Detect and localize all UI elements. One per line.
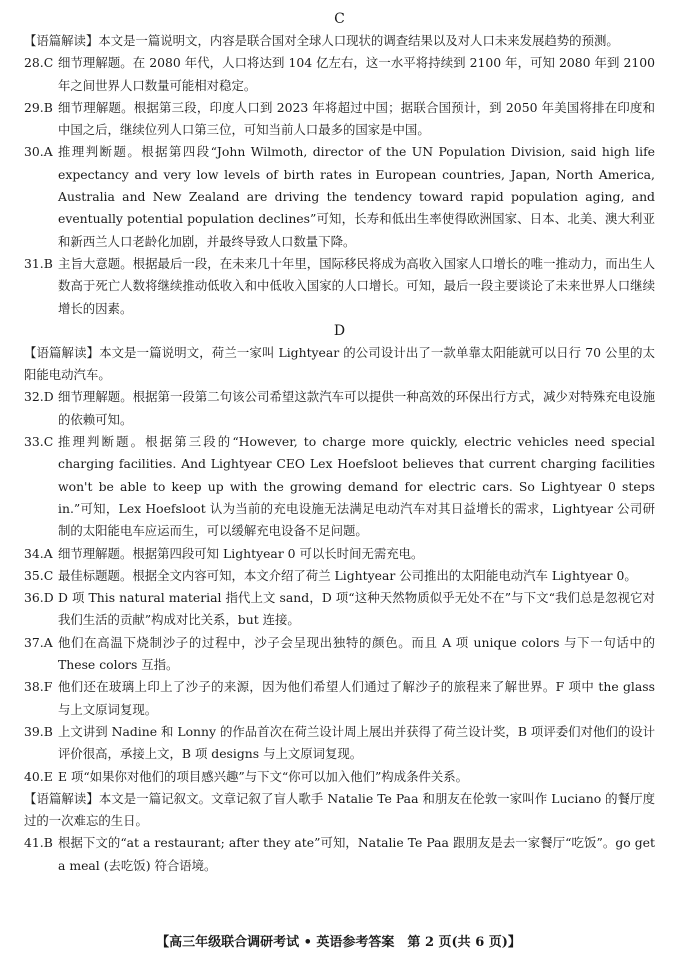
answer-number: 41.B bbox=[24, 835, 53, 851]
answer-item bbox=[24, 97, 655, 142]
answer-item bbox=[24, 253, 655, 320]
answer-number: 36.D bbox=[24, 590, 54, 606]
answer-number: 39.B bbox=[24, 723, 53, 739]
answer-explanation: 细节理解题。根据第一段第二句该公司希望这款汽车可以提供一种高效的环保出行方式，减少对特殊充电设施的依赖可知。 bbox=[58, 389, 655, 427]
answer-explanation: D 项 This natural material 指代上文 sand，D 项“这种天然物质似乎无处不在”与下文“我们总是忽视它对我们生活的贡献”构成对比关系，but 连接。 bbox=[58, 590, 655, 628]
answer-number: 28.C bbox=[24, 55, 54, 71]
answer-item bbox=[24, 832, 655, 877]
answer-item bbox=[24, 766, 655, 788]
answer-number: 30.A bbox=[24, 144, 53, 160]
answer-explanation: 推理判断题。根据第三段的“However, to charge more quickly, electric vehicles need special charging facilities. And Lightyear CEO Lex Hoefsloot believes that current charging facilities won't be able to keep up with the growing demand for electric cars. So Lightyear 0 steps in.”可知，Lex Hoefsloot 认为当前的充电设施无法满足电动汽车对其日益增长的需求，Lightyear 公司研制的太阳能电车应运而生，可以缓解充电设备不足问题。 bbox=[58, 434, 655, 539]
answer-number: 34.A bbox=[24, 545, 53, 561]
answer-item bbox=[24, 386, 655, 431]
answer-number: 38.F bbox=[24, 679, 53, 695]
answer-explanation: 主旨大意题。根据最后一段，在未来几十年里，国际移民将成为高收入国家人口增长的唯一推动力，而出生人数高于死亡人数将继续推动低收入和中低收入国家的人口增长。可知，最后一段主要谈论了未来世界人口继续增长的因素。 bbox=[58, 255, 655, 316]
answer-number: 40.E bbox=[24, 768, 53, 784]
answer-number: 31.B bbox=[24, 255, 53, 271]
answer-item bbox=[24, 141, 655, 252]
passage-summary-d: 【语篇解读】本文是一篇说明文，荷兰一家叫 Lightyear 的公司设计出了一款单靠太阳能就可以日行 70 公里的太阳能电动汽车。 bbox=[24, 344, 655, 383]
passage-summary-c: 【语篇解读】本文是一篇说明文，内容是联合国对全球人口现状的调查结果以及对人口未来发展趋势的预测。 bbox=[24, 33, 619, 48]
answer-explanation: 他们还在玻璃上印上了沙子的来源，因为他们希望人们通过了解沙子的旅程来了解世界。F 项中 the glass 与上文原词复现。 bbox=[58, 679, 655, 717]
answer-item bbox=[24, 52, 655, 97]
answer-explanation: 他们在高温下烧制沙子的过程中，沙子会呈现出独特的颜色。而且 A 项 unique colors 与下一句话中的 These colors 互指。 bbox=[58, 634, 655, 673]
answer-number: 29.B bbox=[24, 99, 53, 115]
answer-explanation: 最佳标题题。根据全文内容可知，本文介绍了荷兰 Lightyear 公司推出的太阳能电动汽车 Lightyear 0。 bbox=[58, 567, 637, 583]
answer-explanation: E 项“如果你对他们的项目感兴趣”与下文“你可以加入他们”构成条件关系。 bbox=[58, 768, 469, 784]
answer-number: 35.C bbox=[24, 567, 54, 583]
answer-item bbox=[24, 721, 655, 766]
answer-number: 37.A bbox=[24, 634, 53, 650]
section-label-d: D bbox=[333, 322, 346, 339]
answer-explanation: 细节理解题。根据第四段可知 Lightyear 0 可以长时间无需充电。 bbox=[58, 545, 424, 561]
answer-list-c bbox=[24, 52, 655, 320]
answer-list-e bbox=[24, 832, 655, 877]
answer-item bbox=[24, 632, 655, 677]
section-label-c: C bbox=[334, 11, 345, 27]
answer-item bbox=[24, 431, 655, 542]
answer-number: 33.C bbox=[24, 434, 54, 450]
answer-explanation: 细节理解题。根据第三段，印度人口到 2023 年将超过中国；据联合国预计，到 2050 年美国将排在印度和中国之后，继续位列人口第三位，可知当前人口最多的国家是中国。 bbox=[58, 99, 655, 138]
page-footer: 【高三年级联合调研考试 • 英语参考答案 第 2 页(共 6 页)】 bbox=[156, 935, 521, 950]
answer-explanation: 上文讲到 Nadine 和 Lonny 的作品首次在荷兰设计周上展出并获得了荷兰设计奖，B 项评委们对他们的设计评价很高，承接上文，B 项 designs 与上文原词复现。 bbox=[58, 723, 655, 762]
answer-number: 32.D bbox=[24, 389, 54, 405]
answer-explanation: 推理判断题。根据第四段“John Wilmoth, director of the UN Population Division, said high life expectancy and very low levels of birth rates in European countries, Japan, North America, Australia and New Zealand are driving the tendency toward rapid population aging, and eventually potential population declines”可知，长寿和低出生率使得欧洲国家、日本、北美、澳大利亚和新西兰人口老龄化加剧，并最终导致人口数量下降。 bbox=[58, 144, 655, 249]
answer-item bbox=[24, 676, 655, 721]
passage-summary-e: 【语篇解读】本文是一篇记叙文。文章记叙了盲人歌手 Natalie Te Paa 和朋友在伦敦一家叫作 Luciano 的餐厅度过的一次难忘的生日。 bbox=[24, 790, 655, 829]
answer-item bbox=[24, 565, 655, 587]
answer-explanation: 根据下文的“at a restaurant; after they ate”可知，Natalie Te Paa 跟朋友是去一家餐厅“吃饭”。go get a meal (去吃饭) 符合语境。 bbox=[58, 835, 655, 873]
answer-list-d bbox=[24, 386, 655, 787]
answer-item bbox=[24, 587, 655, 632]
answer-item bbox=[24, 543, 655, 565]
answer-explanation: 细节理解题。在 2080 年代，人口将达到 104 亿左右，这一水平将持续到 2100 年，可知 2080 年到 2100 年之间世界人口数量可能相对稳定。 bbox=[58, 55, 655, 93]
